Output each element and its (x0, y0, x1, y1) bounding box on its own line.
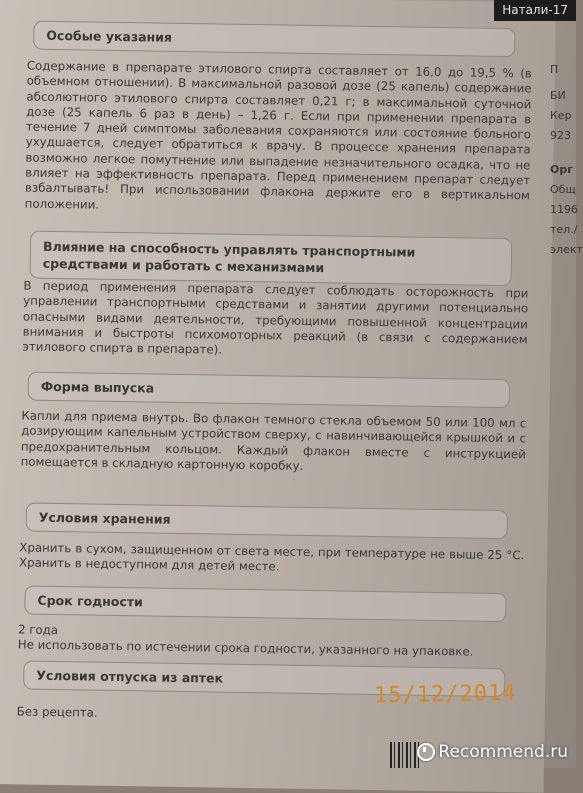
fragment-line: Общ (550, 183, 576, 196)
heading-special-instructions: Особые указания (33, 21, 515, 58)
watermark-text: Recommend.ru (438, 742, 568, 762)
watermark (417, 742, 568, 762)
heading-driving: Влияние на способность управлять транспортными средствами и работать с механизмами (30, 231, 513, 287)
heading-storage: Условия хранения (26, 503, 508, 540)
text-special-instructions: Содержание в препарате этилового спирта составляет от 16,0 до 19,5 % (в объемном отношении). В максимальной разовой дозе (25 капель) содержание абсолютного этилового спирта составляет 0,21 г; в максимальной суточной дозе (25 капель 6 раз в день) – 1,26 г. Если при применении препарата в течение 7 дней симптомы заболевания сохраняются или состояние больного ухудшается, следует обратиться к врачу. В процессе хранения препарата возможно легкое помутнение или выпадение незначительного осадка, что не влияет на эффективность препарата. Перед применением препарат следует взбалтывать! При использовании флакона держите его в вертикальном положении. (24, 58, 532, 212)
fragment-line: элект (550, 243, 583, 256)
text-release-form: Капли для приема внутрь. Во флакон темного стекла объемом 50 или 100 мл с дозирующим капельным устройством сверху, с навинчивающейся крышкой и с предохранительным кольцом. Каждый флакон вместе с инструкцией помещается в складную картонную коробку. (20, 408, 527, 473)
text-dispensing: Без рецепта. (16, 704, 98, 720)
user-tag[interactable]: Натали-17 (494, 0, 576, 21)
barcode-graphic (390, 742, 420, 768)
heading-dispensing: Условия отпуска из аптек (23, 661, 505, 698)
right-page-fragment (550, 60, 583, 440)
recommend-logo-icon (417, 743, 435, 761)
fragment-line: П (550, 63, 559, 76)
fragment-line: Кер (550, 109, 572, 122)
fragment-line: 1196 (550, 203, 578, 216)
text-driving: В период применения препарата следует соблюдать осторожность при управлении транспортными средствами и занятии другими потенциально опасными видами деятельности, требующими повышенной концентрации внимания и быстроты психомоторных реакций (в связи с содержанием этилового спирта в препарате). (22, 278, 529, 357)
text-shelf-life: 2 года Не использовать по истечении срока годности, указанного на упаковке. (17, 622, 474, 659)
text-storage: Хранить в сухом, защищенном от света месте, при температуре не выше 25 °С. Хранить в недоступном для детей месте. (18, 540, 525, 574)
fragment-line: БИ (550, 89, 566, 102)
date-stamp: 15/12/2014 (373, 680, 517, 709)
fragment-line: Орг (550, 163, 573, 176)
heading-shelf-life: Срок годности (24, 586, 506, 623)
heading-release-form: Форма выпуска (28, 372, 510, 409)
fragment-line: 923 (550, 129, 571, 142)
fragment-line: тел./ (550, 223, 578, 236)
